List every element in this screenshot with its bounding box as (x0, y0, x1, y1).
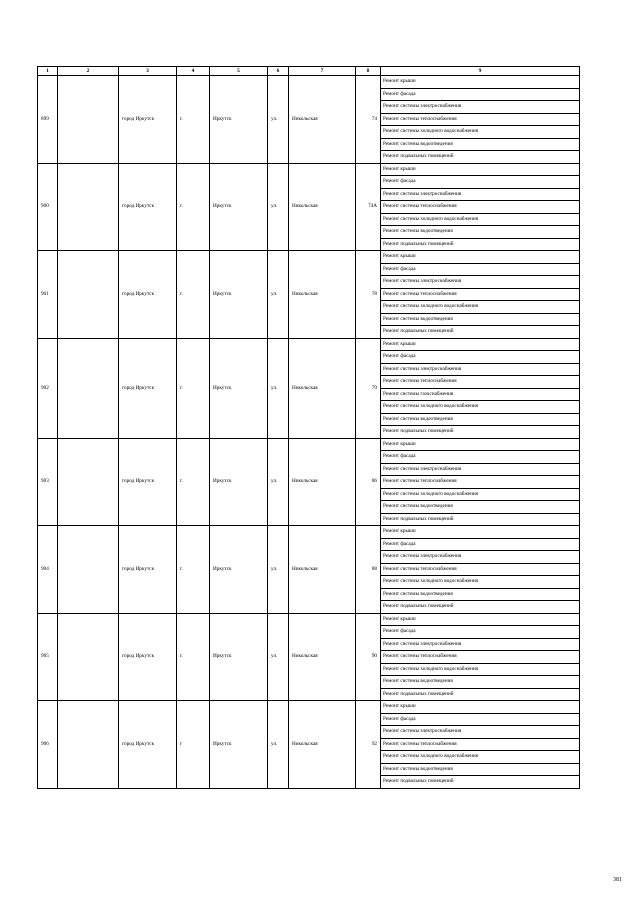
house-number-cell: 86 (356, 438, 381, 526)
work-type-cell: Ремонт системы электроснабжения (381, 276, 580, 289)
work-type-cell: Ремонт системы водоотведения (381, 226, 580, 239)
house-number-cell: 74А (356, 163, 381, 251)
street-type-cell: ул. (268, 163, 289, 251)
work-type-cell: Ремонт крыши (381, 526, 580, 539)
work-type-cell: Ремонт системы электроснабжения (381, 101, 580, 114)
column-header-4: 4 (177, 67, 210, 76)
table-row (38, 251, 580, 264)
work-type-cell: Ремонт системы теплоснабжения (381, 113, 580, 126)
house-number-cell: 78 (356, 251, 381, 339)
work-type-cell: Ремонт крыши (381, 701, 580, 714)
work-type-cell: Ремонт системы водоотведения (381, 676, 580, 689)
work-type-cell: Ремонт системы электроснабжения (381, 463, 580, 476)
work-type-cell: Ремонт системы электроснабжения (381, 551, 580, 564)
work-type-cell: Ремонт системы водоотведения (381, 501, 580, 514)
work-type-cell: Ремонт крыши (381, 251, 580, 264)
street-cell: Никольская (289, 163, 356, 251)
column-2-cell (58, 76, 119, 164)
work-type-cell: Ремонт системы водоотведения (381, 413, 580, 426)
municipality-cell: город Иркутск (119, 701, 177, 789)
work-type-cell: Ремонт системы холодного водоснабжения (381, 488, 580, 501)
column-header-1: 1 (38, 67, 58, 76)
work-type-cell: Ремонт системы водоотведения (381, 588, 580, 601)
work-type-cell: Ремонт системы электроснабжения (381, 638, 580, 651)
settlement-cell: Иркутск (210, 76, 268, 164)
work-type-cell: Ремонт фасада (381, 351, 580, 364)
house-number-cell: 88 (356, 526, 381, 614)
work-type-cell: Ремонт системы холодного водоснабжения (381, 576, 580, 589)
column-2-cell (58, 613, 119, 701)
row-number: 905 (38, 613, 58, 701)
work-type-cell: Ремонт системы газоснабжения (381, 388, 580, 401)
settlement-cell: Иркутск (210, 163, 268, 251)
table-row (38, 701, 580, 714)
column-header-3: 3 (119, 67, 177, 76)
work-type-cell: Ремонт фасада (381, 713, 580, 726)
house-number-cell: 74 (356, 76, 381, 164)
work-type-cell: Ремонт подвальных помещений (381, 776, 580, 789)
work-type-cell: Ремонт системы водоотведения (381, 313, 580, 326)
work-type-cell: Ремонт крыши (381, 613, 580, 626)
column-2-cell (58, 438, 119, 526)
settlement-cell: Иркутск (210, 701, 268, 789)
work-type-cell: Ремонт крыши (381, 438, 580, 451)
street-type-cell: ул. (268, 438, 289, 526)
street-cell: Никольская (289, 701, 356, 789)
settlement-cell: Иркутск (210, 438, 268, 526)
settlement-type-cell: г. (177, 526, 210, 614)
row-number: 903 (38, 438, 58, 526)
repair-schedule-table (37, 66, 580, 789)
house-number-cell: 92 (356, 701, 381, 789)
work-type-cell: Ремонт системы теплоснабжения (381, 738, 580, 751)
settlement-type-cell: г. (177, 163, 210, 251)
table-row (38, 163, 580, 176)
work-type-cell: Ремонт системы теплоснабжения (381, 201, 580, 214)
table-row (38, 613, 580, 626)
row-number: 901 (38, 251, 58, 339)
street-type-cell: ул. (268, 526, 289, 614)
table-row (38, 438, 580, 451)
municipality-cell: город Иркутск (119, 526, 177, 614)
work-type-cell: Ремонт системы холодного водоснабжения (381, 126, 580, 139)
table-row (38, 76, 580, 89)
work-type-cell: Ремонт системы электроснабжения (381, 363, 580, 376)
street-cell: Никольская (289, 526, 356, 614)
house-number-cell: 90 (356, 613, 381, 701)
municipality-cell: город Иркутск (119, 163, 177, 251)
work-type-cell: Ремонт системы водоотведения (381, 138, 580, 151)
work-type-cell: Ремонт подвальных помещений (381, 688, 580, 701)
column-header-5: 5 (210, 67, 268, 76)
street-cell: Никольская (289, 338, 356, 438)
row-number: 906 (38, 701, 58, 789)
street-cell: Никольская (289, 251, 356, 339)
work-type-cell: Ремонт системы водоотведения (381, 763, 580, 776)
column-header-2: 2 (58, 67, 119, 76)
work-type-cell: Ремонт фасада (381, 538, 580, 551)
work-type-cell: Ремонт подвальных помещений (381, 151, 580, 164)
work-type-cell: Ремонт подвальных помещений (381, 238, 580, 251)
work-type-cell: Ремонт системы теплоснабжения (381, 563, 580, 576)
municipality-cell: город Иркутск (119, 438, 177, 526)
column-header-8: 8 (356, 67, 381, 76)
table-row (38, 338, 580, 351)
settlement-type-cell: г. (177, 338, 210, 438)
row-number: 900 (38, 163, 58, 251)
work-type-cell: Ремонт системы электроснабжения (381, 726, 580, 739)
work-type-cell: Ремонт подвальных помещений (381, 601, 580, 614)
work-type-cell: Ремонт системы холодного водоснабжения (381, 213, 580, 226)
column-header-7: 7 (289, 67, 356, 76)
settlement-type-cell: г. (177, 251, 210, 339)
work-type-cell: Ремонт системы электроснабжения (381, 188, 580, 201)
settlement-cell: Иркутск (210, 526, 268, 614)
street-cell: Никольская (289, 76, 356, 164)
street-cell: Никольская (289, 438, 356, 526)
work-type-cell: Ремонт подвальных помещений (381, 326, 580, 339)
street-type-cell: ул. (268, 338, 289, 438)
column-2-cell (58, 251, 119, 339)
municipality-cell: город Иркутск (119, 338, 177, 438)
settlement-cell: Иркутск (210, 613, 268, 701)
work-type-cell: Ремонт системы холодного водоснабжения (381, 301, 580, 314)
street-type-cell: ул. (268, 76, 289, 164)
house-number-cell: 79 (356, 338, 381, 438)
work-type-cell: Ремонт подвальных помещений (381, 513, 580, 526)
table-row (38, 526, 580, 539)
work-type-cell: Ремонт фасада (381, 263, 580, 276)
municipality-cell: город Иркутск (119, 613, 177, 701)
work-type-cell: Ремонт фасада (381, 88, 580, 101)
street-type-cell: ул. (268, 613, 289, 701)
work-type-cell: Ремонт системы холодного водоснабжения (381, 751, 580, 764)
page-number: 381 (613, 877, 622, 883)
column-header-9: 9 (381, 67, 580, 76)
row-number: 899 (38, 76, 58, 164)
settlement-type-cell: г. (177, 438, 210, 526)
work-type-cell: Ремонт системы холодного водоснабжения (381, 663, 580, 676)
municipality-cell: город Иркутск (119, 251, 177, 339)
work-type-cell: Ремонт системы теплоснабжения (381, 476, 580, 489)
work-type-cell: Ремонт системы теплоснабжения (381, 288, 580, 301)
settlement-cell: Иркутск (210, 338, 268, 438)
street-type-cell: ул. (268, 701, 289, 789)
column-2-cell (58, 701, 119, 789)
column-2-cell (58, 163, 119, 251)
settlement-type-cell: г (177, 701, 210, 789)
work-type-cell: Ремонт системы теплоснабжения (381, 651, 580, 664)
row-number: 902 (38, 338, 58, 438)
column-2-cell (58, 338, 119, 438)
work-type-cell: Ремонт крыши (381, 163, 580, 176)
municipality-cell: город Иркутск (119, 76, 177, 164)
work-type-cell: Ремонт фасада (381, 176, 580, 189)
work-type-cell: Ремонт крыши (381, 76, 580, 89)
table-body (38, 76, 580, 789)
work-type-cell: Ремонт крыши (381, 338, 580, 351)
row-number: 904 (38, 526, 58, 614)
header-row (38, 67, 580, 76)
street-type-cell: ул. (268, 251, 289, 339)
work-type-cell: Ремонт фасада (381, 626, 580, 639)
settlement-type-cell: г. (177, 76, 210, 164)
settlement-type-cell: г. (177, 613, 210, 701)
work-type-cell: Ремонт системы теплоснабжения (381, 376, 580, 389)
street-cell: Никольская (289, 613, 356, 701)
settlement-cell: Иркутск (210, 251, 268, 339)
work-type-cell: Ремонт подвальных помещений (381, 426, 580, 439)
work-type-cell: Ремонт системы холодного водоснабжения (381, 401, 580, 414)
column-2-cell (58, 526, 119, 614)
work-type-cell: Ремонт фасада (381, 451, 580, 464)
column-header-6: 6 (268, 67, 289, 76)
